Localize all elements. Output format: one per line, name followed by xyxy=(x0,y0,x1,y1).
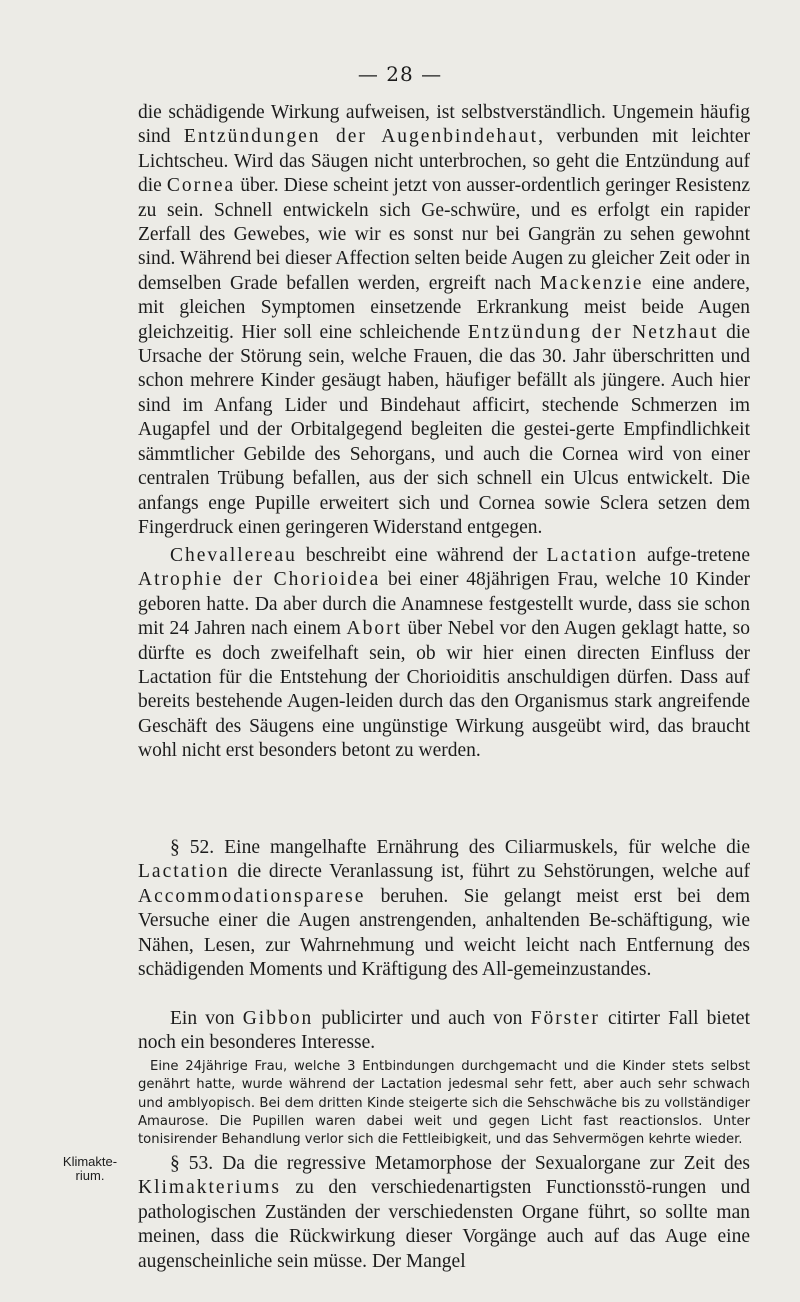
paragraph-text: die schädigende Wirkung aufweisen, ist selbstverständlich. Ungemein häufig sind Entzündungen der Augenbindehaut, verbunden mit leichter Lichtscheu. Wird das Säugen nicht unterbrochen, so geht die Entzündung auf die Cornea über. Diese scheint jetzt von ausser-ordentlich geringer Resistenz zu sein. Schnell entwickeln sich Ge-schwüre, und es erfolgt ein rapider Zerfall des Gewebes, wie wir es sonst nur bei Gangrän zu sehen gewohnt sind. Während bei dieser Affection selten beide Augen zu gleicher Zeit oder in demselben Grade befallen werden, ergreift nach Mackenzie eine andere, mit gleichen Symptomen einsetzende Erkrankung meist beide Augen gleichzeitig. Hier soll eine schleichende Entzündung der Netzhaut die Ursache der Störung sein, welche Frauen, die das 30. Jahr überschritten und schon mehrere Kinder gesäugt haben, häufiger befällt als jüngere. Auch hier sind im Anfang Lider und Bindehaut afficirt, stechende Schmerzen im Augapfel und der Orbitalgegend begleiten die gestei-gerte Empfindlichkeit sämmtlicher Gebilde des Sehorgans, und auch die Cornea wird von einer centralen Trübung befallen, aus der sich schnell ein Ulcus entwickelt. Die anfangs enge Pupille erweitert sich und Cornea sowie Sclera setzen dem Fingerdruck einen geringeren Widerstand entgegen. xyxy=(138,102,751,538)
paragraph-text: § 53. Da die regressive Metamorphose der Sexualorgane zur Zeit des Klimakteriums zu den verschiedenartigsten Functionsstö-rungen und pathologischen Zuständen der verschiedensten Organe führt, so sollte man meinen, dass die Rückwirkung dieser Vorgänge auch auf das Auge eine augenscheinliche sein müsse. Der Mangel xyxy=(138,1153,750,1272)
margin-note-klimakterium: Klimakte- rium. xyxy=(62,1154,118,1183)
paragraph-text: Chevallereau beschreibt eine während der Lactation aufge-tretene Atrophie der Chorioidea bei einer 48jährigen Frau, welche 10 Kinder geboren hatte. Da aber durch die Anamnese festgestellt wurde, dass sie schon mit 24 Jahren nach einem Abort über Nebel vor den Augen geklagt hatte, so dürfte es doch zweifelhaft sein, ob wir hier einen directen Einfluss der Lactation für die Entstehung der Chorioiditis anschuldigen dürfen. Dass auf bereits bestehende Augen-leiden durch das den Organismus stark angreifende Geschäft des Säugens eine ungünstige Wirkung ausgeübt wird, das braucht wohl nicht erst besonders betont zu werden. xyxy=(138,545,750,762)
paragraph-section-53 xyxy=(138,1152,750,1274)
paragraph-lactation-eye-inflammation xyxy=(138,101,750,540)
page-number: — 28 — xyxy=(357,62,443,86)
case-note-small-print xyxy=(138,1058,750,1149)
paragraph-chevallereau xyxy=(138,544,750,764)
case-note-text: Eine 24jährige Frau, welche 3 Entbindungen durchgemacht und die Kinder stets selbst genährt hatte, wurde während der Lactation jedesmal sehr fett, aber auch sehr schwach und amblyopisch. Bei dem dritten Kinde steigerte sich die Sehschwäche bis zu vollständiger Amaurose. Die Pupillen waren dabei weit und gegen Licht fast reactionslos. Unter tonisirender Behandlung verlor sich die Fettleibigkeit, und das Sehvermögen kehrte wieder. xyxy=(138,1059,750,1148)
paragraph-section-52 xyxy=(138,836,750,982)
paragraph-gibbon xyxy=(138,1007,750,1056)
paragraph-text: Ein von Gibbon publicirter und auch von Förster citirter Fall bietet noch ein besonderes Interesse. xyxy=(138,1008,750,1054)
paragraph-text: § 52. Eine mangelhafte Ernährung des Ciliarmuskels, für welche die Lactation die directe Veranlassung ist, führt zu Sehstörungen, welche auf Accommodationsparese beruhen. Sie gelangt meist erst bei dem Versuche einer die Augen anstrengenden, anhaltenden Be-schäftigung, wie Nähen, Lesen, zur Wahrnehmung und weicht leicht nach Entfernung des schädigenden Moments und Kräftigung des All-gemeinzustandes. xyxy=(138,837,750,981)
